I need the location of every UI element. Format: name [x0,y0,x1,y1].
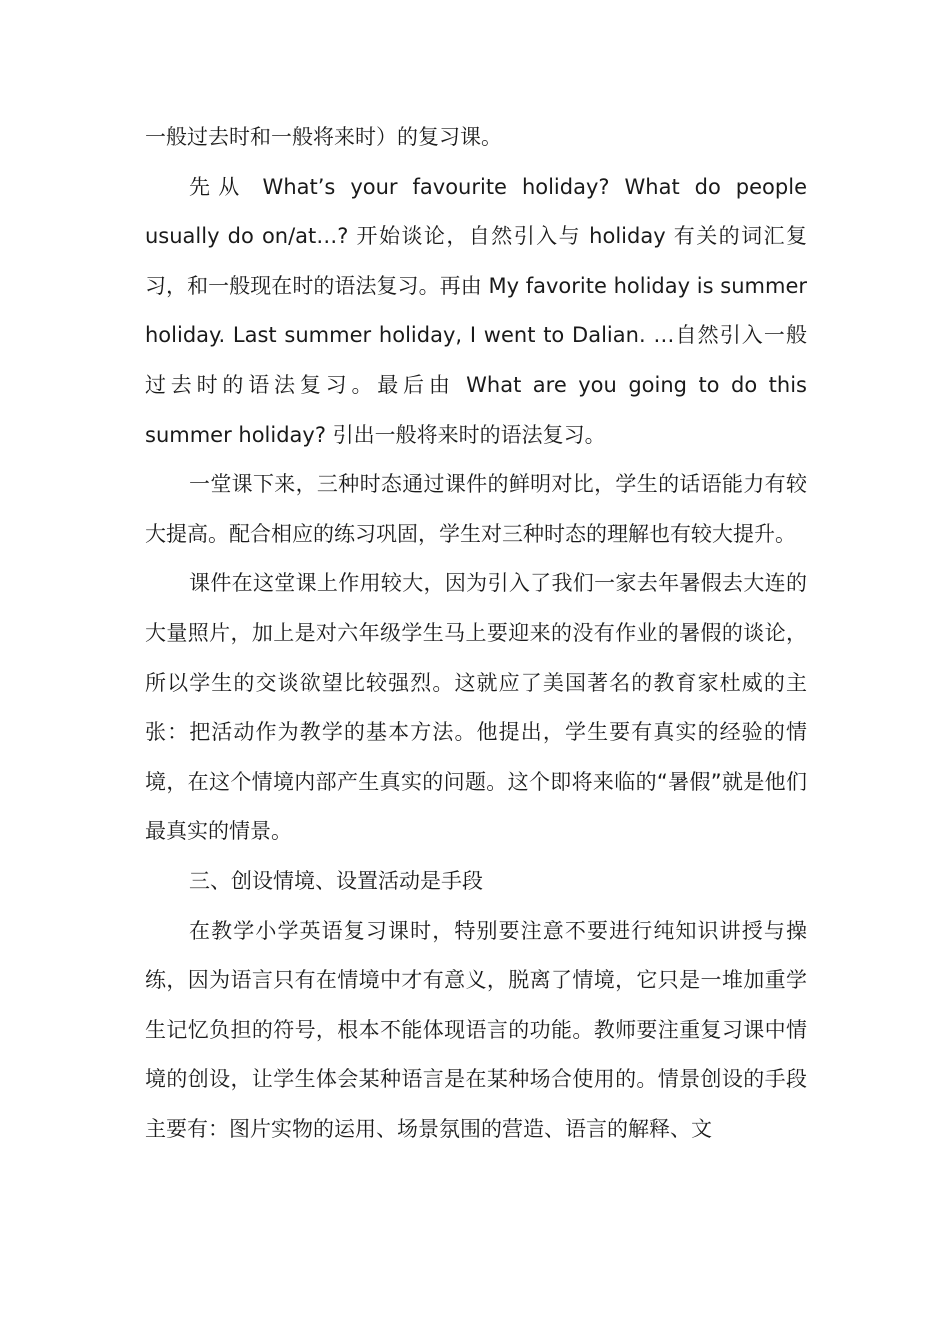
paragraph-1: 一般过去时和一般将来时）的复习课。 [145,125,502,149]
paragraph-3: 一堂课下来，三种时态通过课件的鲜明对比，学生的话语能力有较大提高。配合相应的练习巩固，学生对三种时态的理解也有较大提升。 [145,472,807,546]
document-page [145,113,807,1154]
paragraph-5: 在教学小学英语复习课时，特别要注意不要进行纯知识讲授与操练，因为语言只有在情境中才有意义，脱离了情境，它只是一堆加重学生记忆负担的符号，根本不能体现语言的功能。教师要注重复习课中情境的创设，让学生体会某种语言是在某种场合使用的。情景创设的手段主要有：图片实物的运用、场景氛围的营造、语言的解释、文 [145,918,807,1141]
paragraph-4: 课件在这堂课上作用较大，因为引入了我们一家去年暑假去大连的大量照片，加上是对六年级学生马上要迎来的没有作业的暑假的谈论，所以学生的交谈欲望比较强烈。这就应了美国著名的教育家杜威的主张：把活动作为教学的基本方法。他提出，学生要有真实的经验的情境，在这个情境内部产生真实的问题。这个即将来临的“暑假”就是他们最真实的情景。 [145,571,807,844]
section-heading: 三、创设情境、设置活动是手段 [189,868,483,893]
paragraph-2: 先从 What’s your favourite holiday? What do people usually do on/at…? 开始谈论，自然引入与 holiday 有关的词汇复习，和一般现在时的语法复习。再由 My favorite holiday is summer holiday. Last summer holiday, I went to Dalian. …自然引入一般过去时的语法复习。最后由 What are you going to do this summer holiday? 引出一般将来时的语法复习。 [145,174,807,447]
